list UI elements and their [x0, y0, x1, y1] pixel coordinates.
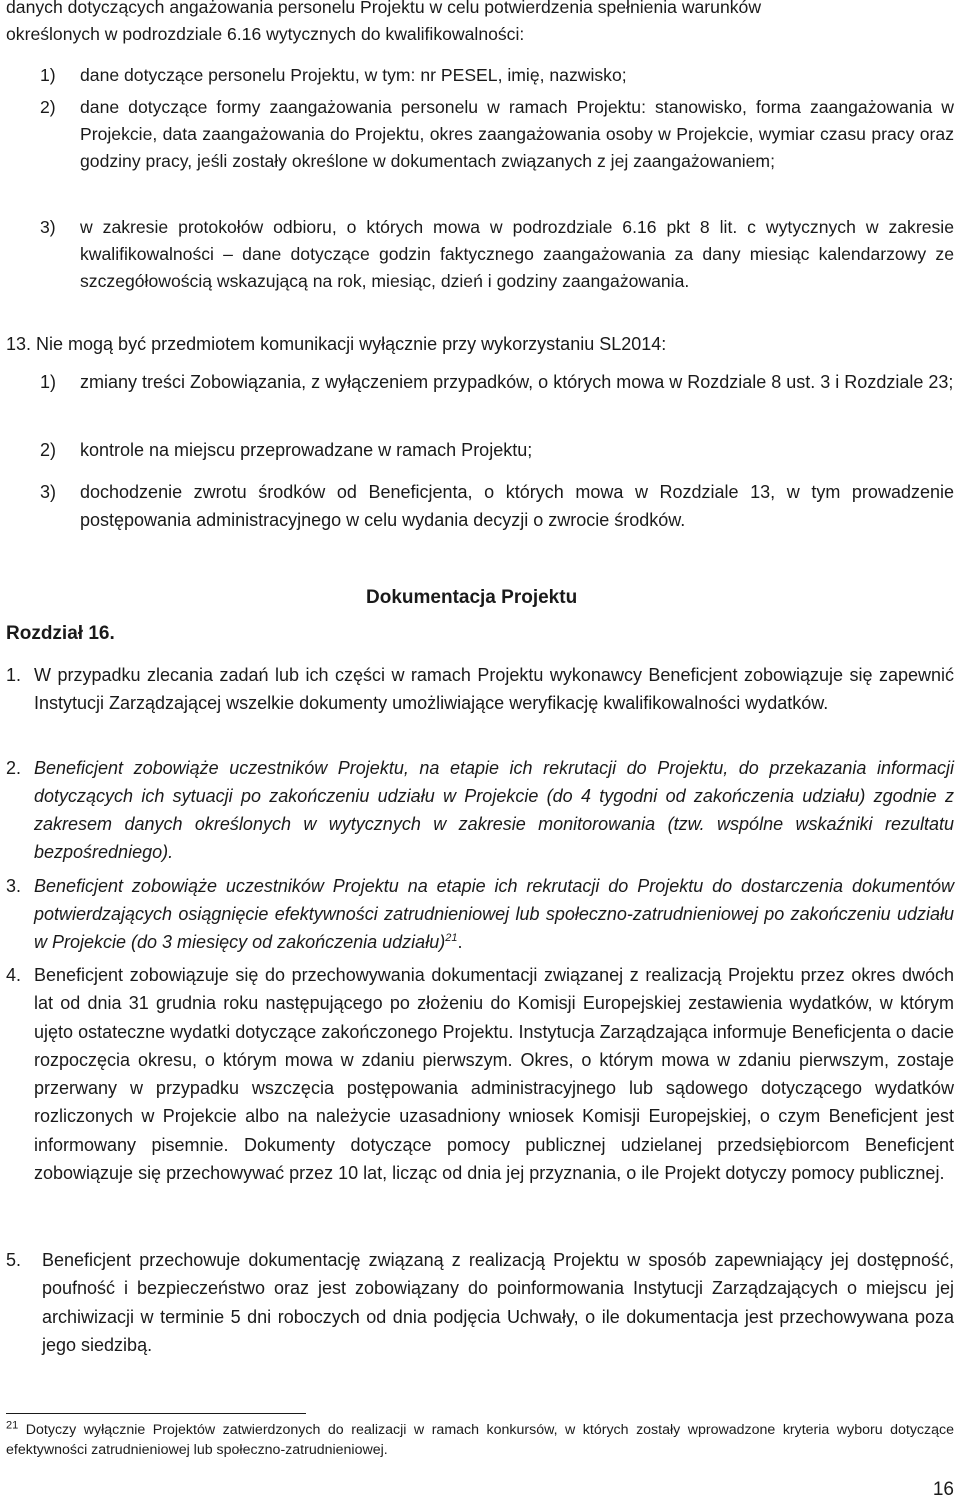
top-list-item-1: [40, 62, 954, 89]
point-number: 2.: [6, 758, 22, 778]
point-text: W przypadku zlecania zadań lub ich części w ramach Projektu wykonawcy Beneficjent zobowiązuje się zapewnić Instytucji Zarządzającej wszelkie dokumenty umożliwiające weryfikację kwalifikowalności wydatków.: [34, 665, 954, 713]
intro-line-1: danych dotyczących angażowania personelu Projektu w celu potwierdzenia spełnienia warunków: [6, 0, 762, 17]
point-text: Beneficjent przechowuje dokumentację związaną z realizacją Projektu w sposób zapewniający jej dostępność, poufność i bezpieczeństwo oraz jest zobowiązany do poinformowania Instytucji Zarządzających o miejscu jej archiwizacji w terminie 5 dni roboczych od dnia podjęcia Uchwały, o ile dokumentacja jest przechowywana poza jego siedzibą.: [42, 1250, 954, 1355]
list-number: 1): [40, 65, 56, 85]
section-13-item-1: [40, 368, 954, 396]
list-text: w zakresie protokołów odbioru, o których mowa w podrozdziale 6.16 pkt 8 lit. c wytycznych w zakresie kwalifikowalności – dane dotyczące godzin faktycznego zaangażowania za dany miesiąc kalendarzowy ze szczegółowością wskazującą na rok, miesiąc, dzień i godziny zaangażowania.: [80, 217, 954, 291]
top-list-item-3: [40, 214, 954, 294]
point-number: 5.: [6, 1250, 22, 1270]
chapter-point-3: [6, 872, 954, 956]
chapter-point-1: [6, 661, 954, 717]
section-13-item-3: [40, 478, 954, 534]
point-text: Beneficjent zobowiązuje się do przechowywania dokumentacji związanej z realizacją Projektu przez okres dwóch lat od dnia 31 grudnia roku następującego po złożeniu do Komisji Europejskiej zestawienia wydatków, w którym ujęto ostateczne wydatki dotyczące zakończonego Projektu. Instytucja Zarządzająca informuje Beneficjenta o dacie rozpoczęcia okresu, o którym mowa w zdaniu pierwszym. Okres, o którym mowa w zdaniu pierwszym, zostaje przerwany w przypadku wszczęcia postępowania administracyjnego lub sądowego dotyczącego wydatków rozliczonych w Projekcie albo na należycie uzasadniony wniosek Komisji Europejskiej, o czym Beneficjent jest informowany pisemnie. Dokumenty dotyczące pomocy publicznej udzielanej przedsiębiorcom Beneficjent zobowiązuje się przechowywać przez 10 lat, licząc od dnia jej przyznania, o ile Projekt dotyczy pomocy publicznej.: [34, 965, 954, 1184]
point-text: Beneficjent zobowiąże uczestników Projektu na etapie ich rekrutacji do Projektu do dostarczenia dokumentów potwierdzających osiągnięcie efektywności zatrudnieniowej lub społeczno-zatrudnieniowej po zakończeniu udziału w Projekcie (do 3 miesięcy od zakończenia udziału): [34, 876, 954, 952]
footnote-number: 21: [6, 1419, 19, 1432]
list-number: 2): [40, 440, 57, 460]
chapter-point-5: [6, 1246, 954, 1359]
list-text: dane dotyczące formy zaangażowania personelu w ramach Projektu: stanowisko, forma zaangażowania w Projekcie, data zaangażowania do Projektu, okres zaangażowania osoby w Projekcie, wymiar czasu pracy oraz godziny pracy, jeśli zostały określone w dokumentach związanych z jej zaangażowaniem;: [80, 97, 954, 171]
chapter-label: Rozdział 16.: [6, 623, 115, 644]
chapter-point-2: [6, 754, 954, 866]
intro-paragraph: [6, 0, 954, 48]
footnote-reference[interactable]: 21: [445, 932, 458, 944]
list-text: dane dotyczące personelu Projektu, w tym: nr PESEL, imię, nazwisko;: [80, 65, 627, 85]
footnote-text: Dotyczy wyłącznie Projektów zatwierdzonych do realizacji w ramach konkursów, w których zostały wprowadzone kryteria wyboru dotyczące efektywności zatrudnieniowej lub społeczno-zatrudnieniowej.: [6, 1422, 954, 1458]
list-number: 2): [40, 97, 56, 117]
section-13-item-2: [40, 436, 954, 464]
section-13-heading: 13. Nie mogą być przedmiotem komunikacji wyłącznie przy wykorzystaniu SL2014:: [6, 334, 667, 354]
point-number: 1.: [6, 665, 22, 685]
chapter-point-4: [6, 961, 954, 1187]
top-list-item-2: [40, 94, 954, 174]
intro-line-2: określonych w podrozdziale 6.16 wytycznych do kwalifikowalności:: [6, 23, 525, 44]
list-text: zmiany treści Zobowiązania, z wyłączeniem przypadków, o których mowa w Rozdziale 8 ust. 3 i Rozdziale 23;: [80, 372, 954, 392]
point-tail: .: [457, 932, 463, 952]
chapter-title: Dokumentacja Projektu: [366, 587, 578, 608]
list-text: dochodzenie zwrotu środków od Beneficjenta, o których mowa w Rozdziale 13, w tym prowadzenie postępowania administracyjnego w celu wydania decyzji o zwrocie środków.: [80, 482, 954, 530]
list-text: kontrole na miejscu przeprowadzane w ramach Projektu;: [80, 440, 533, 460]
page-number: 16: [932, 1479, 954, 1500]
list-number: 3): [40, 482, 57, 502]
footnote-divider: [6, 1413, 306, 1414]
footnote: [6, 1420, 954, 1460]
list-number: 1): [40, 372, 57, 392]
list-number: 3): [40, 217, 56, 237]
point-number: 3.: [6, 876, 22, 896]
point-number: 4.: [6, 965, 22, 985]
point-text: Beneficjent zobowiąże uczestników Projektu, na etapie ich rekrutacji do Projektu, do przekazania informacji dotyczących ich sytuacji po zakończeniu udziału w Projekcie (do 4 tygodni od zakończenia udziału) zgodnie z zakresem danych określonych w wytycznych w zakresie monitorowania (tzw. wspólne wskaźniki rezultatu bezpośredniego).: [34, 758, 954, 862]
